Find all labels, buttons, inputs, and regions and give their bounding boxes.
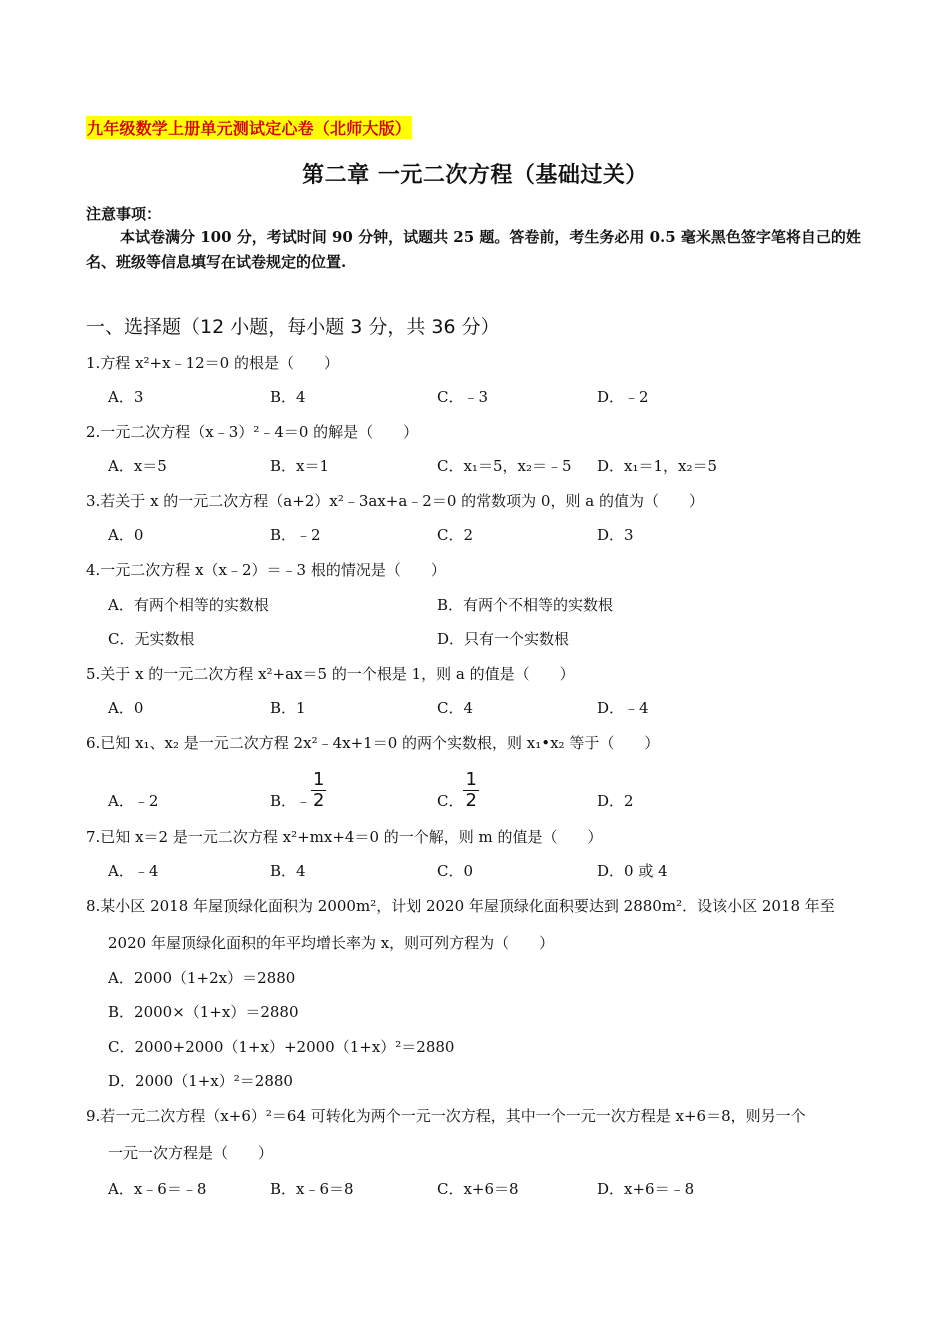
q3-option-c: C．2: [437, 526, 474, 544]
question-9-line-2: 一元一次方程是（ ）: [108, 1144, 274, 1162]
q1-option-d: D．﹣2: [597, 388, 649, 406]
q6-option-a: A．﹣2: [108, 792, 159, 810]
q3-option-a: A．0: [108, 526, 144, 544]
q8-option-a: A．2000（1+2x）＝2880: [108, 969, 296, 987]
q6-option-c: [437, 764, 479, 811]
q4-option-c: C．无实数根: [108, 630, 195, 648]
question-4: 4.一元二次方程 x（x﹣2）＝﹣3 根的情况是（ ）: [86, 561, 446, 579]
q2-option-c: C．x₁＝5，x₂＝﹣5: [437, 457, 572, 475]
q7-option-c: C．0: [437, 862, 474, 880]
q4-option-d: D．只有一个实数根: [437, 630, 570, 648]
question-8-line-2: 2020 年屋顶绿化面积的年平均增长率为 x，则可列方程为（ ）: [108, 934, 555, 952]
question-3: 3.若关于 x 的一元二次方程（a+2）x²﹣3ax+a﹣2＝0 的常数项为 0，则 a 的值为（ ）: [86, 492, 704, 510]
q9-option-c: C．x+6＝8: [437, 1180, 519, 1198]
q6-option-d: D．2: [597, 792, 634, 810]
fraction-numerator: 1: [313, 769, 325, 790]
question-2: 2.一元二次方程（x﹣3）²﹣4＝0 的解是（ ）: [86, 423, 419, 441]
q8-option-b: B．2000×（1+x）＝2880: [108, 1003, 299, 1021]
q7-option-a: A．﹣4: [108, 862, 159, 880]
q1-option-a: A．3: [108, 388, 144, 406]
question-7: 7.已知 x＝2 是一元二次方程 x²+mx+4＝0 的一个解，则 m 的值是（ ）: [86, 828, 603, 846]
notice-text: [86, 225, 866, 275]
q3-option-b: B．﹣2: [270, 526, 321, 544]
q6-option-b: [270, 764, 326, 811]
header-tag: 九年级数学上册单元测试定心卷（北师大版）: [86, 116, 412, 139]
fraction-denominator: 2: [313, 790, 325, 811]
question-8-line-1: 8.某小区 2018 年屋顶绿化面积为 2000m²，计划 2020 年屋顶绿化面积要达到 2880m²．设该小区 2018 年至: [86, 897, 835, 915]
q9-option-b: B．x﹣6＝8: [270, 1180, 354, 1198]
q1-option-b: B．4: [270, 388, 306, 406]
q7-option-b: B．4: [270, 862, 306, 880]
page-title: 第二章 一元二次方程（基础过关）: [302, 162, 648, 188]
question-9-line-1: 9.若一元二次方程（x+6）²＝64 可转化为两个一元一次方程，其中一个一元一次方程是 x+6＝8，则另一个: [86, 1107, 806, 1125]
q5-option-d: D．﹣4: [597, 699, 649, 717]
question-6: 6.已知 x₁、x₂ 是一元二次方程 2x²﹣4x+1＝0 的两个实数根，则 x₁•x₂ 等于（ ）: [86, 734, 660, 752]
q6-option-b-fraction: [311, 770, 326, 811]
section-heading: 一、选择题（12 小题，每小题 3 分，共 36 分）: [86, 316, 500, 338]
q2-option-d: D．x₁＝1，x₂＝5: [597, 457, 718, 475]
q4-option-a: A．有两个相等的实数根: [108, 596, 269, 614]
q8-option-d: D．2000（1+x）²＝2880: [108, 1072, 293, 1090]
q1-option-c: C．﹣3: [437, 388, 489, 406]
notice-body: 本试卷满分 100 分，考试时间 90 分钟，试题共 25 题。答卷前，考生务必用 0.5 毫米黑色签字笔将自己的姓名、班级等信息填写在试卷规定的位置.: [86, 228, 861, 271]
q2-option-a: A．x＝5: [108, 457, 167, 475]
q6-option-b-prefix: B．﹣: [270, 792, 312, 810]
q5-option-a: A．0: [108, 699, 144, 717]
q4-option-b: B．有两个不相等的实数根: [437, 596, 614, 614]
question-5: 5.关于 x 的一元二次方程 x²+ax＝5 的一个根是 1，则 a 的值是（ ）: [86, 665, 575, 683]
q3-option-d: D．3: [597, 526, 634, 544]
notice-heading: 注意事项：: [86, 205, 162, 223]
q7-option-d: D．0 或 4: [597, 862, 668, 880]
q2-option-b: B．x＝1: [270, 457, 330, 475]
q5-option-b: B．1: [270, 699, 306, 717]
question-1: 1.方程 x²+x﹣12＝0 的根是（ ）: [86, 354, 339, 372]
q9-option-d: D．x+6＝﹣8: [597, 1180, 695, 1198]
q9-option-a: A．x﹣6＝﹣8: [108, 1180, 207, 1198]
q5-option-c: C．4: [437, 699, 474, 717]
q6-option-c-prefix: C．: [437, 792, 464, 810]
fraction-numerator: 1: [465, 769, 477, 790]
q6-option-c-fraction: [463, 770, 478, 811]
q8-option-c: C．2000+2000（1+x）+2000（1+x）²＝2880: [108, 1038, 455, 1056]
fraction-denominator: 2: [465, 790, 477, 811]
